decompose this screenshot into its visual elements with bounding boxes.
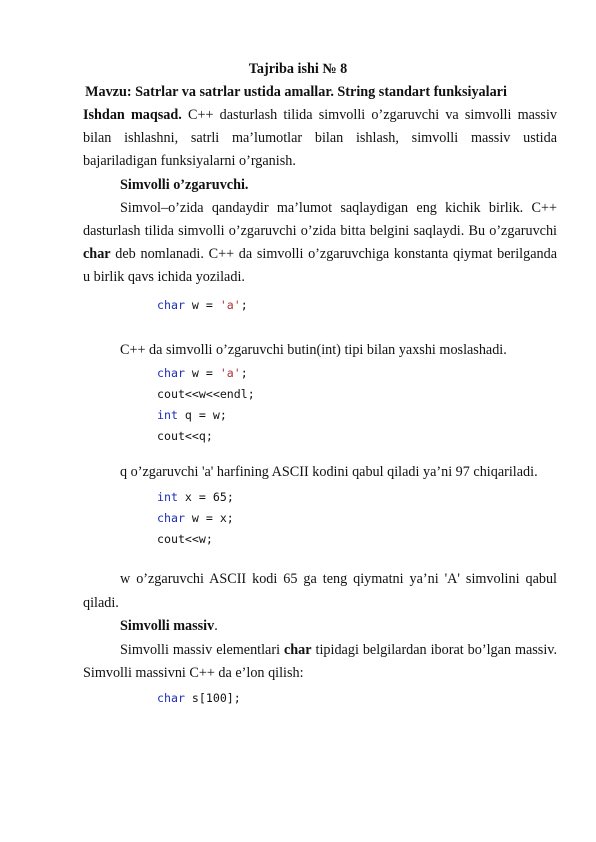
lab-topic: Mavzu: Satrlar va satrlar ustida amallar. String standart funksiyalari	[85, 84, 507, 100]
section1-p1-line-2: dasturlash tilida simvolli o’zgaruvchi o’zida bitta belgini saqlaydi. Bu o’zgaruvchi	[83, 223, 557, 239]
section2-p1-line-1: Simvolli massiv elementlari char tipidagi belgilardan iborat bo’lgan massiv.	[120, 642, 557, 658]
section1-p4-line-1: w o’zgaruvchi ASCII kodi 65 ga teng qiymatni ya’ni 'A' simvolini qabul	[120, 571, 557, 587]
section1-p3: q o’zgaruvchi 'a' harfining ASCII kodini qabul qiladi ya’ni 97 chiqariladi.	[120, 464, 538, 480]
code-block-2-line-4: cout<<q;	[157, 429, 213, 443]
section-heading-char-variable: Simvolli o’zgaruvchi.	[120, 177, 249, 193]
code-keyword: char	[157, 298, 185, 312]
section1-p1-line-1: Simvol–o’zida qandaydir ma’lumot saqlaydigan eng kichik birlik. C++	[120, 200, 557, 216]
section1-p1-line-3	[83, 245, 557, 263]
section1-p1-line-4: u birlik qavs ichida yoziladi.	[83, 269, 245, 285]
section2-p1-line-2: Simvolli massivni C++ da e’lon qilish:	[83, 665, 304, 681]
aim-line-3: bajariladigan funksiyalarni o’rganish.	[83, 153, 296, 169]
code-block-4: char s[100];	[157, 691, 241, 705]
aim-line-1	[83, 106, 557, 124]
aim-text-1: C++ dasturlash tilida simvolli o’zgaruvchi va simvolli massiv	[181, 107, 557, 123]
aim-line-2: bilan ishlashni, satrli ma’lumotlar bilan ishlash, simvolli massiv ustida	[83, 130, 557, 146]
code-block-3-line-3: cout<<w;	[157, 532, 213, 546]
code-block-2-line-3: int q = w;	[157, 408, 227, 422]
code-block-2-line-2: cout<<w<<endl;	[157, 387, 255, 401]
lab-title: Tajriba ishi № 8	[248, 61, 348, 77]
char-keyword-bold: char	[83, 246, 111, 262]
section1-p4-line-2: qiladi.	[83, 595, 119, 611]
section1-p1-line-3-text: deb nomlanadi. C++ da simvolli o’zgaruvchiga konstanta qiymat berilganda	[110, 246, 557, 262]
code-block-3-line-2: char w = x;	[157, 511, 234, 525]
code-block-1: char w = 'a';	[157, 298, 248, 312]
code-block-3-line-1: int x = 65;	[157, 490, 234, 504]
char-keyword-bold: char	[283, 642, 312, 658]
section1-p2: C++ da simvolli o’zgaruvchi butin(int) tipi bilan yaxshi moslashadi.	[120, 342, 507, 358]
code-string: 'a'	[219, 298, 241, 312]
section-heading-char-array: Simvolli massiv.	[120, 618, 218, 634]
code-block-2-line-1: char w = 'a';	[157, 366, 248, 380]
aim-label: Ishdan maqsad.	[83, 107, 182, 123]
